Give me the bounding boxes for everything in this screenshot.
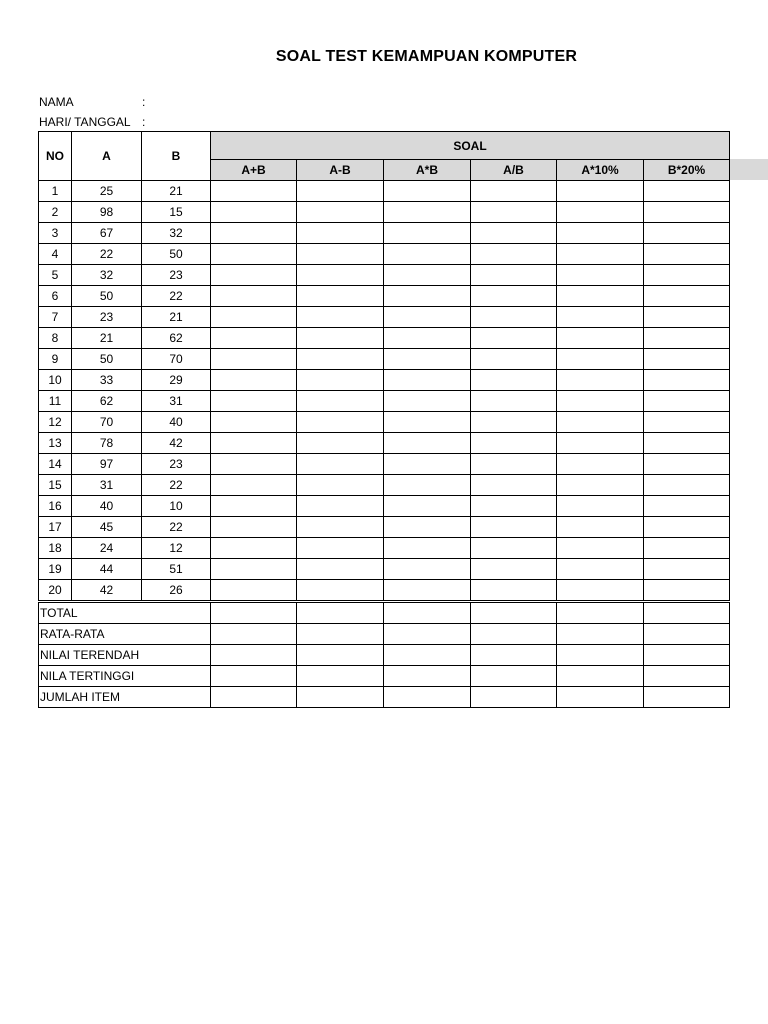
cell-no: 16 bbox=[39, 496, 72, 517]
cell-no: 4 bbox=[39, 244, 72, 265]
table-row bbox=[39, 538, 730, 559]
cell-a: 45 bbox=[72, 517, 142, 538]
summary-answer-cell[interactable] bbox=[471, 645, 557, 666]
answer-cell[interactable] bbox=[644, 244, 730, 265]
summary-row bbox=[39, 645, 730, 666]
header-op: A/B bbox=[471, 160, 557, 181]
answer-cell[interactable] bbox=[471, 412, 557, 433]
answer-cell[interactable] bbox=[644, 412, 730, 433]
cell-b: 31 bbox=[142, 391, 211, 412]
table-row bbox=[39, 307, 730, 328]
hari-tanggal-colon: : bbox=[142, 115, 146, 129]
answer-cell[interactable] bbox=[297, 328, 384, 349]
summary-answer-cell[interactable] bbox=[211, 602, 297, 624]
answer-cell[interactable] bbox=[471, 223, 557, 244]
table-row bbox=[39, 202, 730, 223]
summary-label: TOTAL bbox=[39, 602, 211, 624]
table-row bbox=[39, 181, 730, 202]
answer-cell[interactable] bbox=[211, 391, 297, 412]
answer-cell[interactable] bbox=[211, 433, 297, 454]
answer-cell[interactable] bbox=[557, 517, 644, 538]
header-op: A+B bbox=[211, 160, 297, 181]
answer-cell[interactable] bbox=[211, 538, 297, 559]
summary-answer-cell[interactable] bbox=[644, 602, 730, 624]
summary-answer-cell[interactable] bbox=[557, 645, 644, 666]
answer-cell[interactable] bbox=[211, 349, 297, 370]
cell-a: 32 bbox=[72, 265, 142, 286]
cell-b: 21 bbox=[142, 307, 211, 328]
summary-answer-cell[interactable] bbox=[471, 687, 557, 708]
answer-cell[interactable] bbox=[384, 244, 471, 265]
cell-no: 7 bbox=[39, 307, 72, 328]
summary-answer-cell[interactable] bbox=[384, 687, 471, 708]
answer-cell[interactable] bbox=[557, 202, 644, 223]
cell-b: 10 bbox=[142, 496, 211, 517]
answer-cell[interactable] bbox=[384, 307, 471, 328]
table-row bbox=[39, 265, 730, 286]
cell-b: 29 bbox=[142, 370, 211, 391]
cell-no: 3 bbox=[39, 223, 72, 244]
summary-answer-cell[interactable] bbox=[644, 645, 730, 666]
answer-cell[interactable] bbox=[297, 370, 384, 391]
answer-cell[interactable] bbox=[557, 349, 644, 370]
cell-no: 8 bbox=[39, 328, 72, 349]
answer-cell[interactable] bbox=[297, 496, 384, 517]
summary-label: RATA-RATA bbox=[39, 624, 211, 645]
answer-cell[interactable] bbox=[644, 454, 730, 475]
table-row bbox=[39, 517, 730, 538]
answer-cell[interactable] bbox=[211, 454, 297, 475]
header-a: A bbox=[72, 132, 142, 181]
answer-cell[interactable] bbox=[211, 265, 297, 286]
summary-row bbox=[39, 624, 730, 645]
answer-cell[interactable] bbox=[211, 202, 297, 223]
answer-cell[interactable] bbox=[211, 475, 297, 496]
answer-cell[interactable] bbox=[211, 580, 297, 602]
summary-answer-cell[interactable] bbox=[384, 645, 471, 666]
answer-cell[interactable] bbox=[297, 223, 384, 244]
answer-cell[interactable] bbox=[211, 559, 297, 580]
table-row bbox=[39, 475, 730, 496]
table-row bbox=[39, 286, 730, 307]
answer-cell[interactable] bbox=[557, 286, 644, 307]
summary-row bbox=[39, 666, 730, 687]
summary-answer-cell[interactable] bbox=[211, 666, 297, 687]
cell-no: 17 bbox=[39, 517, 72, 538]
cell-a: 33 bbox=[72, 370, 142, 391]
cell-b: 40 bbox=[142, 412, 211, 433]
table-row bbox=[39, 580, 730, 602]
answer-cell[interactable] bbox=[384, 202, 471, 223]
summary-answer-cell[interactable] bbox=[297, 645, 384, 666]
hari-tanggal-label: HARI/ TANGGAL bbox=[39, 115, 131, 129]
cell-b: 42 bbox=[142, 433, 211, 454]
cell-a: 50 bbox=[72, 286, 142, 307]
cell-no: 14 bbox=[39, 454, 72, 475]
cell-b: 23 bbox=[142, 265, 211, 286]
cell-b: 62 bbox=[142, 328, 211, 349]
answer-cell[interactable] bbox=[211, 328, 297, 349]
answer-cell[interactable] bbox=[644, 475, 730, 496]
answer-cell[interactable] bbox=[557, 454, 644, 475]
answer-cell[interactable] bbox=[384, 454, 471, 475]
header-soal: SOAL bbox=[211, 132, 730, 160]
header-op: A*10% bbox=[557, 160, 644, 181]
cell-a: 62 bbox=[72, 391, 142, 412]
table-row bbox=[39, 454, 730, 475]
summary-answer-cell[interactable] bbox=[557, 687, 644, 708]
answer-cell[interactable] bbox=[384, 349, 471, 370]
answer-cell[interactable] bbox=[644, 181, 730, 202]
cell-b: 22 bbox=[142, 517, 211, 538]
answer-cell[interactable] bbox=[644, 223, 730, 244]
answer-cell[interactable] bbox=[211, 286, 297, 307]
cell-a: 44 bbox=[72, 559, 142, 580]
answer-cell[interactable] bbox=[384, 517, 471, 538]
answer-cell[interactable] bbox=[384, 181, 471, 202]
header-op: A*B bbox=[384, 160, 471, 181]
cell-a: 25 bbox=[72, 181, 142, 202]
cell-no: 18 bbox=[39, 538, 72, 559]
page-title: SOAL TEST KEMAMPUAN KOMPUTER bbox=[275, 48, 578, 65]
table-row bbox=[39, 559, 730, 580]
header-op: B*20% bbox=[644, 160, 730, 181]
answer-cell[interactable] bbox=[471, 181, 557, 202]
answer-cell[interactable] bbox=[644, 559, 730, 580]
summary-answer-cell[interactable] bbox=[471, 666, 557, 687]
answer-cell[interactable] bbox=[557, 265, 644, 286]
answer-cell[interactable] bbox=[297, 349, 384, 370]
answer-cell[interactable] bbox=[384, 538, 471, 559]
summary-answer-cell[interactable] bbox=[644, 624, 730, 645]
answer-cell[interactable] bbox=[471, 496, 557, 517]
answer-cell[interactable] bbox=[471, 580, 557, 602]
answer-cell[interactable] bbox=[471, 286, 557, 307]
answer-cell[interactable] bbox=[557, 328, 644, 349]
cell-b: 23 bbox=[142, 454, 211, 475]
answer-cell[interactable] bbox=[557, 559, 644, 580]
summary-label: NILA TERTINGGI bbox=[39, 666, 211, 687]
answer-cell[interactable] bbox=[384, 223, 471, 244]
answer-cell[interactable] bbox=[644, 328, 730, 349]
cell-b: 51 bbox=[142, 559, 211, 580]
cell-b: 26 bbox=[142, 580, 211, 602]
summary-row bbox=[39, 687, 730, 708]
answer-cell[interactable] bbox=[557, 223, 644, 244]
cell-b: 15 bbox=[142, 202, 211, 223]
answer-cell[interactable] bbox=[211, 412, 297, 433]
cell-no: 19 bbox=[39, 559, 72, 580]
cell-a: 40 bbox=[72, 496, 142, 517]
table-row bbox=[39, 370, 730, 391]
answer-cell[interactable] bbox=[211, 244, 297, 265]
answer-cell[interactable] bbox=[471, 454, 557, 475]
cell-a: 24 bbox=[72, 538, 142, 559]
answer-cell[interactable] bbox=[384, 559, 471, 580]
cell-a: 70 bbox=[72, 412, 142, 433]
answer-cell[interactable] bbox=[471, 391, 557, 412]
cell-no: 11 bbox=[39, 391, 72, 412]
header-op: A-B bbox=[297, 160, 384, 181]
answer-cell[interactable] bbox=[644, 265, 730, 286]
summary-answer-cell[interactable] bbox=[644, 666, 730, 687]
nama-colon: : bbox=[142, 95, 146, 109]
cell-no: 20 bbox=[39, 580, 72, 602]
answer-cell[interactable] bbox=[297, 391, 384, 412]
answer-cell[interactable] bbox=[471, 433, 557, 454]
answer-cell[interactable] bbox=[297, 559, 384, 580]
table-row bbox=[39, 433, 730, 454]
answer-cell[interactable] bbox=[297, 265, 384, 286]
answer-cell[interactable] bbox=[384, 496, 471, 517]
cell-a: 50 bbox=[72, 349, 142, 370]
summary-label: JUMLAH ITEM bbox=[39, 687, 211, 708]
meta-hari-tanggal bbox=[39, 115, 152, 129]
answer-cell[interactable] bbox=[384, 412, 471, 433]
table-row bbox=[39, 328, 730, 349]
summary-answer-cell[interactable] bbox=[297, 666, 384, 687]
cell-b: 70 bbox=[142, 349, 211, 370]
cell-no: 1 bbox=[39, 181, 72, 202]
answer-cell[interactable] bbox=[384, 433, 471, 454]
answer-cell[interactable] bbox=[644, 286, 730, 307]
summary-answer-cell[interactable] bbox=[297, 624, 384, 645]
answer-cell[interactable] bbox=[297, 475, 384, 496]
summary-answer-cell[interactable] bbox=[384, 666, 471, 687]
summary-answer-cell[interactable] bbox=[384, 602, 471, 624]
summary-answer-cell[interactable] bbox=[211, 624, 297, 645]
cell-a: 42 bbox=[72, 580, 142, 602]
table-row bbox=[39, 412, 730, 433]
cell-a: 31 bbox=[72, 475, 142, 496]
cell-b: 50 bbox=[142, 244, 211, 265]
nama-label: NAMA bbox=[39, 95, 74, 109]
answer-cell[interactable] bbox=[471, 559, 557, 580]
table-row bbox=[39, 391, 730, 412]
table-row bbox=[39, 223, 730, 244]
answer-cell[interactable] bbox=[384, 265, 471, 286]
answer-cell[interactable] bbox=[471, 265, 557, 286]
cell-a: 78 bbox=[72, 433, 142, 454]
summary-answer-cell[interactable] bbox=[211, 687, 297, 708]
answer-cell[interactable] bbox=[297, 307, 384, 328]
answer-cell[interactable] bbox=[557, 580, 644, 602]
cell-no: 2 bbox=[39, 202, 72, 223]
cell-b: 32 bbox=[142, 223, 211, 244]
cell-a: 67 bbox=[72, 223, 142, 244]
answer-cell[interactable] bbox=[557, 475, 644, 496]
answer-cell[interactable] bbox=[297, 244, 384, 265]
header-no: NO bbox=[39, 132, 72, 181]
cell-no: 5 bbox=[39, 265, 72, 286]
cell-a: 98 bbox=[72, 202, 142, 223]
answer-cell[interactable] bbox=[297, 181, 384, 202]
answer-cell[interactable] bbox=[471, 517, 557, 538]
answer-cell[interactable] bbox=[297, 412, 384, 433]
answer-cell[interactable] bbox=[471, 202, 557, 223]
cell-a: 22 bbox=[72, 244, 142, 265]
answer-cell[interactable] bbox=[297, 202, 384, 223]
answer-cell[interactable] bbox=[557, 370, 644, 391]
header-gray-extension bbox=[730, 159, 768, 180]
answer-cell[interactable] bbox=[557, 391, 644, 412]
summary-label: NILAI TERENDAH bbox=[39, 645, 211, 666]
answer-cell[interactable] bbox=[644, 496, 730, 517]
answer-cell[interactable] bbox=[644, 349, 730, 370]
cell-a: 97 bbox=[72, 454, 142, 475]
answer-cell[interactable] bbox=[297, 517, 384, 538]
answer-cell[interactable] bbox=[297, 286, 384, 307]
table-row bbox=[39, 496, 730, 517]
answer-cell[interactable] bbox=[644, 307, 730, 328]
table-row bbox=[39, 349, 730, 370]
answer-cell[interactable] bbox=[297, 454, 384, 475]
answer-cell[interactable] bbox=[557, 181, 644, 202]
answer-cell[interactable] bbox=[471, 538, 557, 559]
answer-cell[interactable] bbox=[471, 349, 557, 370]
score-table bbox=[38, 131, 730, 708]
summary-answer-cell[interactable] bbox=[211, 645, 297, 666]
answer-cell[interactable] bbox=[297, 580, 384, 602]
answer-cell[interactable] bbox=[384, 580, 471, 602]
answer-cell[interactable] bbox=[211, 370, 297, 391]
summary-answer-cell[interactable] bbox=[384, 624, 471, 645]
cell-b: 22 bbox=[142, 286, 211, 307]
cell-a: 21 bbox=[72, 328, 142, 349]
cell-no: 9 bbox=[39, 349, 72, 370]
meta-nama bbox=[39, 95, 152, 109]
answer-cell[interactable] bbox=[384, 370, 471, 391]
answer-cell[interactable] bbox=[644, 391, 730, 412]
cell-no: 10 bbox=[39, 370, 72, 391]
answer-cell[interactable] bbox=[211, 223, 297, 244]
table-row bbox=[39, 244, 730, 265]
answer-cell[interactable] bbox=[557, 538, 644, 559]
cell-no: 15 bbox=[39, 475, 72, 496]
answer-cell[interactable] bbox=[211, 517, 297, 538]
cell-no: 13 bbox=[39, 433, 72, 454]
cell-b: 12 bbox=[142, 538, 211, 559]
answer-cell[interactable] bbox=[384, 475, 471, 496]
answer-cell[interactable] bbox=[557, 412, 644, 433]
summary-answer-cell[interactable] bbox=[644, 687, 730, 708]
summary-answer-cell[interactable] bbox=[557, 602, 644, 624]
answer-cell[interactable] bbox=[644, 517, 730, 538]
answer-cell[interactable] bbox=[211, 307, 297, 328]
summary-answer-cell[interactable] bbox=[297, 687, 384, 708]
answer-cell[interactable] bbox=[644, 370, 730, 391]
summary-answer-cell[interactable] bbox=[471, 624, 557, 645]
answer-cell[interactable] bbox=[557, 433, 644, 454]
summary-answer-cell[interactable] bbox=[471, 602, 557, 624]
cell-b: 21 bbox=[142, 181, 211, 202]
answer-cell[interactable] bbox=[557, 244, 644, 265]
summary-answer-cell[interactable] bbox=[297, 602, 384, 624]
summary-answer-cell[interactable] bbox=[557, 666, 644, 687]
answer-cell[interactable] bbox=[211, 181, 297, 202]
answer-cell[interactable] bbox=[384, 286, 471, 307]
answer-cell[interactable] bbox=[557, 307, 644, 328]
answer-cell[interactable] bbox=[471, 244, 557, 265]
answer-cell[interactable] bbox=[644, 433, 730, 454]
answer-cell[interactable] bbox=[297, 538, 384, 559]
answer-cell[interactable] bbox=[557, 496, 644, 517]
header-b: B bbox=[142, 132, 211, 181]
answer-cell[interactable] bbox=[297, 433, 384, 454]
answer-cell[interactable] bbox=[644, 538, 730, 559]
answer-cell[interactable] bbox=[384, 391, 471, 412]
cell-b: 22 bbox=[142, 475, 211, 496]
answer-cell[interactable] bbox=[644, 580, 730, 602]
answer-cell[interactable] bbox=[471, 307, 557, 328]
summary-answer-cell[interactable] bbox=[557, 624, 644, 645]
answer-cell[interactable] bbox=[471, 328, 557, 349]
answer-cell[interactable] bbox=[211, 496, 297, 517]
answer-cell[interactable] bbox=[471, 370, 557, 391]
cell-a: 23 bbox=[72, 307, 142, 328]
answer-cell[interactable] bbox=[471, 475, 557, 496]
summary-row bbox=[39, 602, 730, 624]
cell-no: 12 bbox=[39, 412, 72, 433]
cell-no: 6 bbox=[39, 286, 72, 307]
answer-cell[interactable] bbox=[644, 202, 730, 223]
answer-cell[interactable] bbox=[384, 328, 471, 349]
